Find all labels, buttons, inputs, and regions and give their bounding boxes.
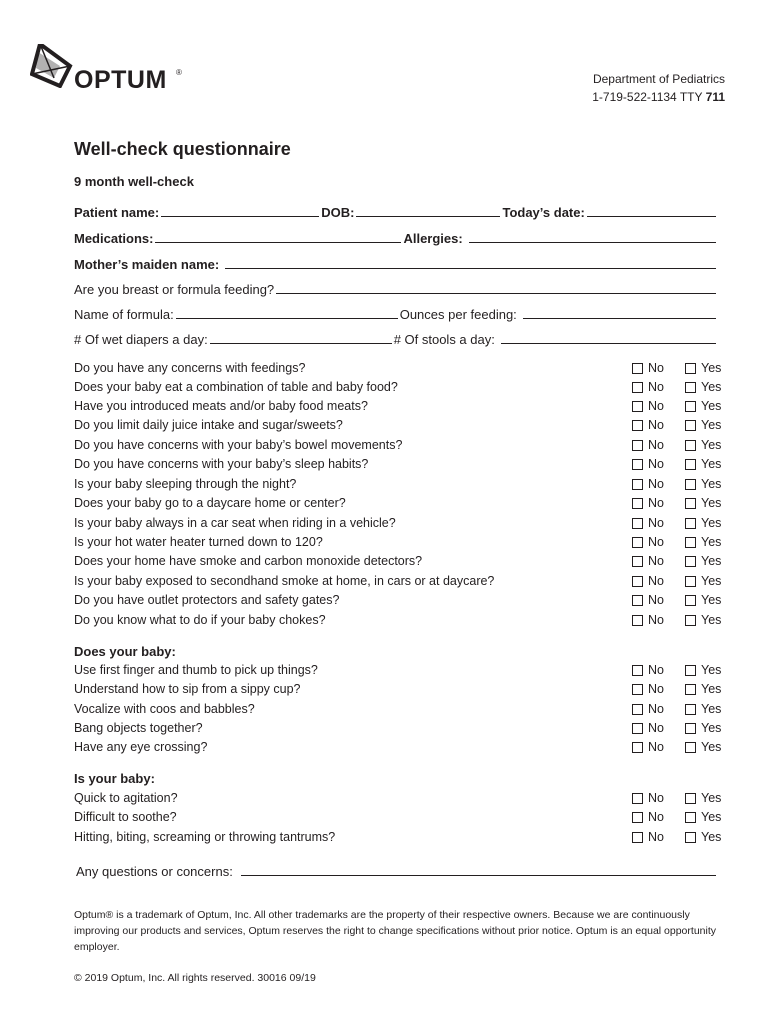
no-checkbox[interactable] [632,459,643,470]
no-label: No [648,663,664,677]
no-label: No [648,613,664,627]
yes-label: Yes [701,740,722,754]
yes-label: Yes [701,791,722,805]
formula-row [74,304,718,322]
no-label: No [648,721,664,735]
yes-option[interactable] [685,554,721,568]
question-row [74,721,722,740]
yes-option[interactable] [685,457,721,471]
no-label: No [648,593,664,607]
no-label: No [648,399,664,413]
patient-name-field[interactable] [161,215,319,217]
yes-checkbox[interactable] [685,595,696,606]
yes-label: Yes [701,418,722,432]
yes-option[interactable] [685,613,721,627]
question-text: Does your baby go to a daycare home or center? [74,496,346,510]
yes-label: Yes [701,663,722,677]
department-block [592,70,725,106]
no-label: No [648,535,664,549]
ounces-field[interactable] [523,317,716,319]
feeding-row [74,279,718,297]
no-label: No [648,554,664,568]
no-option[interactable] [632,516,664,530]
question-text: Vocalize with coos and babbles? [74,702,255,716]
yes-option[interactable] [685,496,721,510]
question-text: Difficult to soothe? [74,810,177,824]
no-checkbox[interactable] [632,704,643,715]
yes-option[interactable] [685,663,721,677]
yes-label: Yes [701,593,722,607]
question-row [74,516,722,535]
no-label: No [648,740,664,754]
no-checkbox[interactable] [632,595,643,606]
yes-label: Yes [701,516,722,530]
no-option[interactable] [632,702,664,716]
question-row [74,810,722,829]
no-label: No [648,361,664,375]
question-text: Do you have concerns with your baby’s bowel movements? [74,438,403,452]
question-text: Is your baby exposed to secondhand smoke at home, in cars or at daycare? [74,574,495,588]
no-checkbox[interactable] [632,576,643,587]
dob-label: DOB: [321,205,355,220]
yes-checkbox[interactable] [685,363,696,374]
question-row [74,702,722,721]
yes-checkbox[interactable] [685,440,696,451]
question-row [74,593,722,612]
yes-option[interactable] [685,702,721,716]
allergies-label: Allergies: [403,231,463,246]
no-checkbox[interactable] [632,363,643,374]
medications-label: Medications: [74,231,154,246]
no-option[interactable] [632,740,664,754]
no-checkbox[interactable] [632,537,643,548]
no-label: No [648,438,664,452]
yes-label: Yes [701,702,722,716]
formula-name-field[interactable] [176,317,398,319]
yes-label: Yes [701,399,722,413]
yes-option[interactable] [685,380,721,394]
yes-option[interactable] [685,574,721,588]
concerns-field[interactable] [241,874,716,876]
question-text: Quick to agitation? [74,791,178,805]
ounces-label: Ounces per feeding: [399,307,517,322]
no-checkbox[interactable] [632,382,643,393]
allergies-field[interactable] [469,241,716,243]
yes-label: Yes [701,554,722,568]
does-your-baby-heading: Does your baby: [74,644,176,659]
todays-date-field[interactable] [587,215,716,217]
no-option[interactable] [632,574,664,588]
copyright-notice: © 2019 Optum, Inc. All rights reserved. 30016 09/19 [74,972,316,984]
question-text: Do you have outlet protectors and safety gates? [74,593,340,607]
no-option[interactable] [632,663,664,677]
no-option[interactable] [632,438,664,452]
yes-label: Yes [701,457,722,471]
optum-logo [30,44,190,96]
no-label: No [648,574,664,588]
page-title: Well-check questionnaire [74,139,291,159]
logo-registered-mark: ® [176,68,182,77]
yes-checkbox[interactable] [685,832,696,843]
no-checkbox[interactable] [632,723,643,734]
feeding-field[interactable] [276,292,716,294]
question-row [74,791,722,810]
no-option[interactable] [632,721,664,735]
no-option[interactable] [632,830,664,844]
department-phone [592,88,725,106]
question-row [74,554,722,573]
concerns-row [76,861,718,879]
concerns-label: Any questions or concerns: [76,864,233,879]
yes-option[interactable] [685,830,721,844]
question-row [74,457,722,476]
phone-number: 1-719-522-1134 TTY [592,90,703,104]
no-checkbox[interactable] [632,832,643,843]
yes-option[interactable] [685,791,721,805]
yes-option[interactable] [685,740,721,754]
yes-label: Yes [701,438,722,452]
yes-label: Yes [701,574,722,588]
yes-checkbox[interactable] [685,812,696,823]
no-option[interactable] [632,361,664,375]
tty-number: 711 [705,90,725,104]
no-option[interactable] [632,496,664,510]
question-row [74,399,722,418]
no-checkbox[interactable] [632,812,643,823]
question-text: Bang objects together? [74,721,203,735]
no-label: No [648,810,664,824]
no-option[interactable] [632,380,664,394]
no-option[interactable] [632,457,664,471]
question-text: Understand how to sip from a sippy cup? [74,682,301,696]
question-row [74,830,722,849]
no-option[interactable] [632,418,664,432]
stools-label: # Of stools a day: [393,332,495,347]
medications-row [74,228,718,246]
no-checkbox[interactable] [632,479,643,490]
yes-label: Yes [701,613,722,627]
yes-checkbox[interactable] [685,518,696,529]
question-text: Do you have concerns with your baby’s sleep habits? [74,457,369,471]
yes-option[interactable] [685,593,721,607]
no-label: No [648,496,664,510]
no-label: No [648,418,664,432]
no-checkbox[interactable] [632,401,643,412]
question-text: Use first finger and thumb to pick up things? [74,663,318,677]
no-option[interactable] [632,593,664,607]
maiden-name-row [74,254,718,272]
question-text: Hitting, biting, screaming or throwing tantrums? [74,830,336,844]
no-option[interactable] [632,613,664,627]
no-checkbox[interactable] [632,440,643,451]
no-label: No [648,702,664,716]
yes-option[interactable] [685,516,721,530]
yes-checkbox[interactable] [685,742,696,753]
yes-option[interactable] [685,477,721,491]
question-row [74,477,722,496]
yes-label: Yes [701,380,722,394]
question-row [74,663,722,682]
question-row [74,574,722,593]
yes-option[interactable] [685,399,721,413]
yes-checkbox[interactable] [685,498,696,509]
logo-wordmark: OPTUM [74,66,167,94]
patient-name-label: Patient name: [74,205,160,220]
yes-label: Yes [701,810,722,824]
yes-checkbox[interactable] [685,537,696,548]
yes-label: Yes [701,535,722,549]
no-checkbox[interactable] [632,793,643,804]
question-text: Do you limit daily juice intake and sugar/sweets? [74,418,343,432]
yes-label: Yes [701,496,722,510]
dob-field[interactable] [356,215,500,217]
stools-field[interactable] [501,342,716,344]
question-text: Is your baby sleeping through the night? [74,477,297,491]
diapers-row [74,329,718,347]
feeding-label: Are you breast or formula feeding? [74,282,275,297]
question-row [74,535,722,554]
question-row [74,740,722,759]
todays-date-label: Today’s date: [502,205,585,220]
yes-checkbox[interactable] [685,382,696,393]
yes-checkbox[interactable] [685,459,696,470]
question-text: Have any eye crossing? [74,740,208,754]
yes-checkbox[interactable] [685,665,696,676]
department-name: Department of Pediatrics [592,72,725,86]
optum-logo-icon [30,44,74,88]
question-text: Do you know what to do if your baby chokes? [74,613,326,627]
yes-option[interactable] [685,810,721,824]
yes-checkbox[interactable] [685,479,696,490]
yes-option[interactable] [685,361,721,375]
yes-option[interactable] [685,721,721,735]
yes-checkbox[interactable] [685,723,696,734]
question-row [74,361,722,380]
no-option[interactable] [632,399,664,413]
page-subtitle: 9 month well-check [74,174,194,189]
yes-checkbox[interactable] [685,684,696,695]
question-row [74,418,722,437]
medications-field[interactable] [155,241,401,243]
patient-info-row [74,202,718,220]
yes-checkbox[interactable] [685,576,696,587]
question-row [74,380,722,399]
question-text: Does your home have smoke and carbon monoxide detectors? [74,554,423,568]
question-row [74,496,722,515]
formula-name-label: Name of formula: [74,307,174,322]
no-checkbox[interactable] [632,665,643,676]
yes-option[interactable] [685,418,721,432]
yes-label: Yes [701,361,722,375]
no-option[interactable] [632,810,664,824]
yes-label: Yes [701,682,722,696]
no-checkbox[interactable] [632,556,643,567]
yes-checkbox[interactable] [685,793,696,804]
question-row [74,613,722,632]
yes-option[interactable] [685,682,721,696]
yes-checkbox[interactable] [685,704,696,715]
question-row [74,682,722,701]
no-label: No [648,516,664,530]
no-checkbox[interactable] [632,518,643,529]
no-checkbox[interactable] [632,420,643,431]
no-checkbox[interactable] [632,615,643,626]
is-your-baby-heading: Is your baby: [74,771,155,786]
yes-label: Yes [701,721,722,735]
question-text: Do you have any concerns with feedings? [74,361,306,375]
no-option[interactable] [632,791,664,805]
no-option[interactable] [632,554,664,568]
no-checkbox[interactable] [632,684,643,695]
question-row [74,438,722,457]
no-label: No [648,380,664,394]
mothers-maiden-name-label: Mother’s maiden name: [74,257,220,272]
no-option[interactable] [632,682,664,696]
question-text: Is your hot water heater turned down to 120? [74,535,323,549]
no-label: No [648,477,664,491]
wet-diapers-field[interactable] [210,342,392,344]
no-option[interactable] [632,535,664,549]
yes-checkbox[interactable] [685,556,696,567]
question-text: Is your baby always in a car seat when riding in a vehicle? [74,516,396,530]
yes-option[interactable] [685,535,721,549]
question-text: Does your baby eat a combination of table and baby food? [74,380,398,394]
no-label: No [648,682,664,696]
trademark-notice: Optum® is a trademark of Optum, Inc. All other trademarks are the property of their respective owners. Because we are continuously improving our products and services, Optum reserves the right to change specifications without prior notice. Optum is an equal opportunity employer. [74,909,716,953]
no-checkbox[interactable] [632,498,643,509]
no-label: No [648,830,664,844]
no-label: No [648,457,664,471]
wet-diapers-label: # Of wet diapers a day: [74,332,208,347]
no-option[interactable] [632,477,664,491]
yes-option[interactable] [685,438,721,452]
no-checkbox[interactable] [632,742,643,753]
no-label: No [648,791,664,805]
yes-checkbox[interactable] [685,420,696,431]
question-text: Have you introduced meats and/or baby food meats? [74,399,368,413]
yes-checkbox[interactable] [685,401,696,412]
yes-label: Yes [701,477,722,491]
mothers-maiden-name-field[interactable] [225,267,716,269]
yes-checkbox[interactable] [685,615,696,626]
yes-label: Yes [701,830,722,844]
